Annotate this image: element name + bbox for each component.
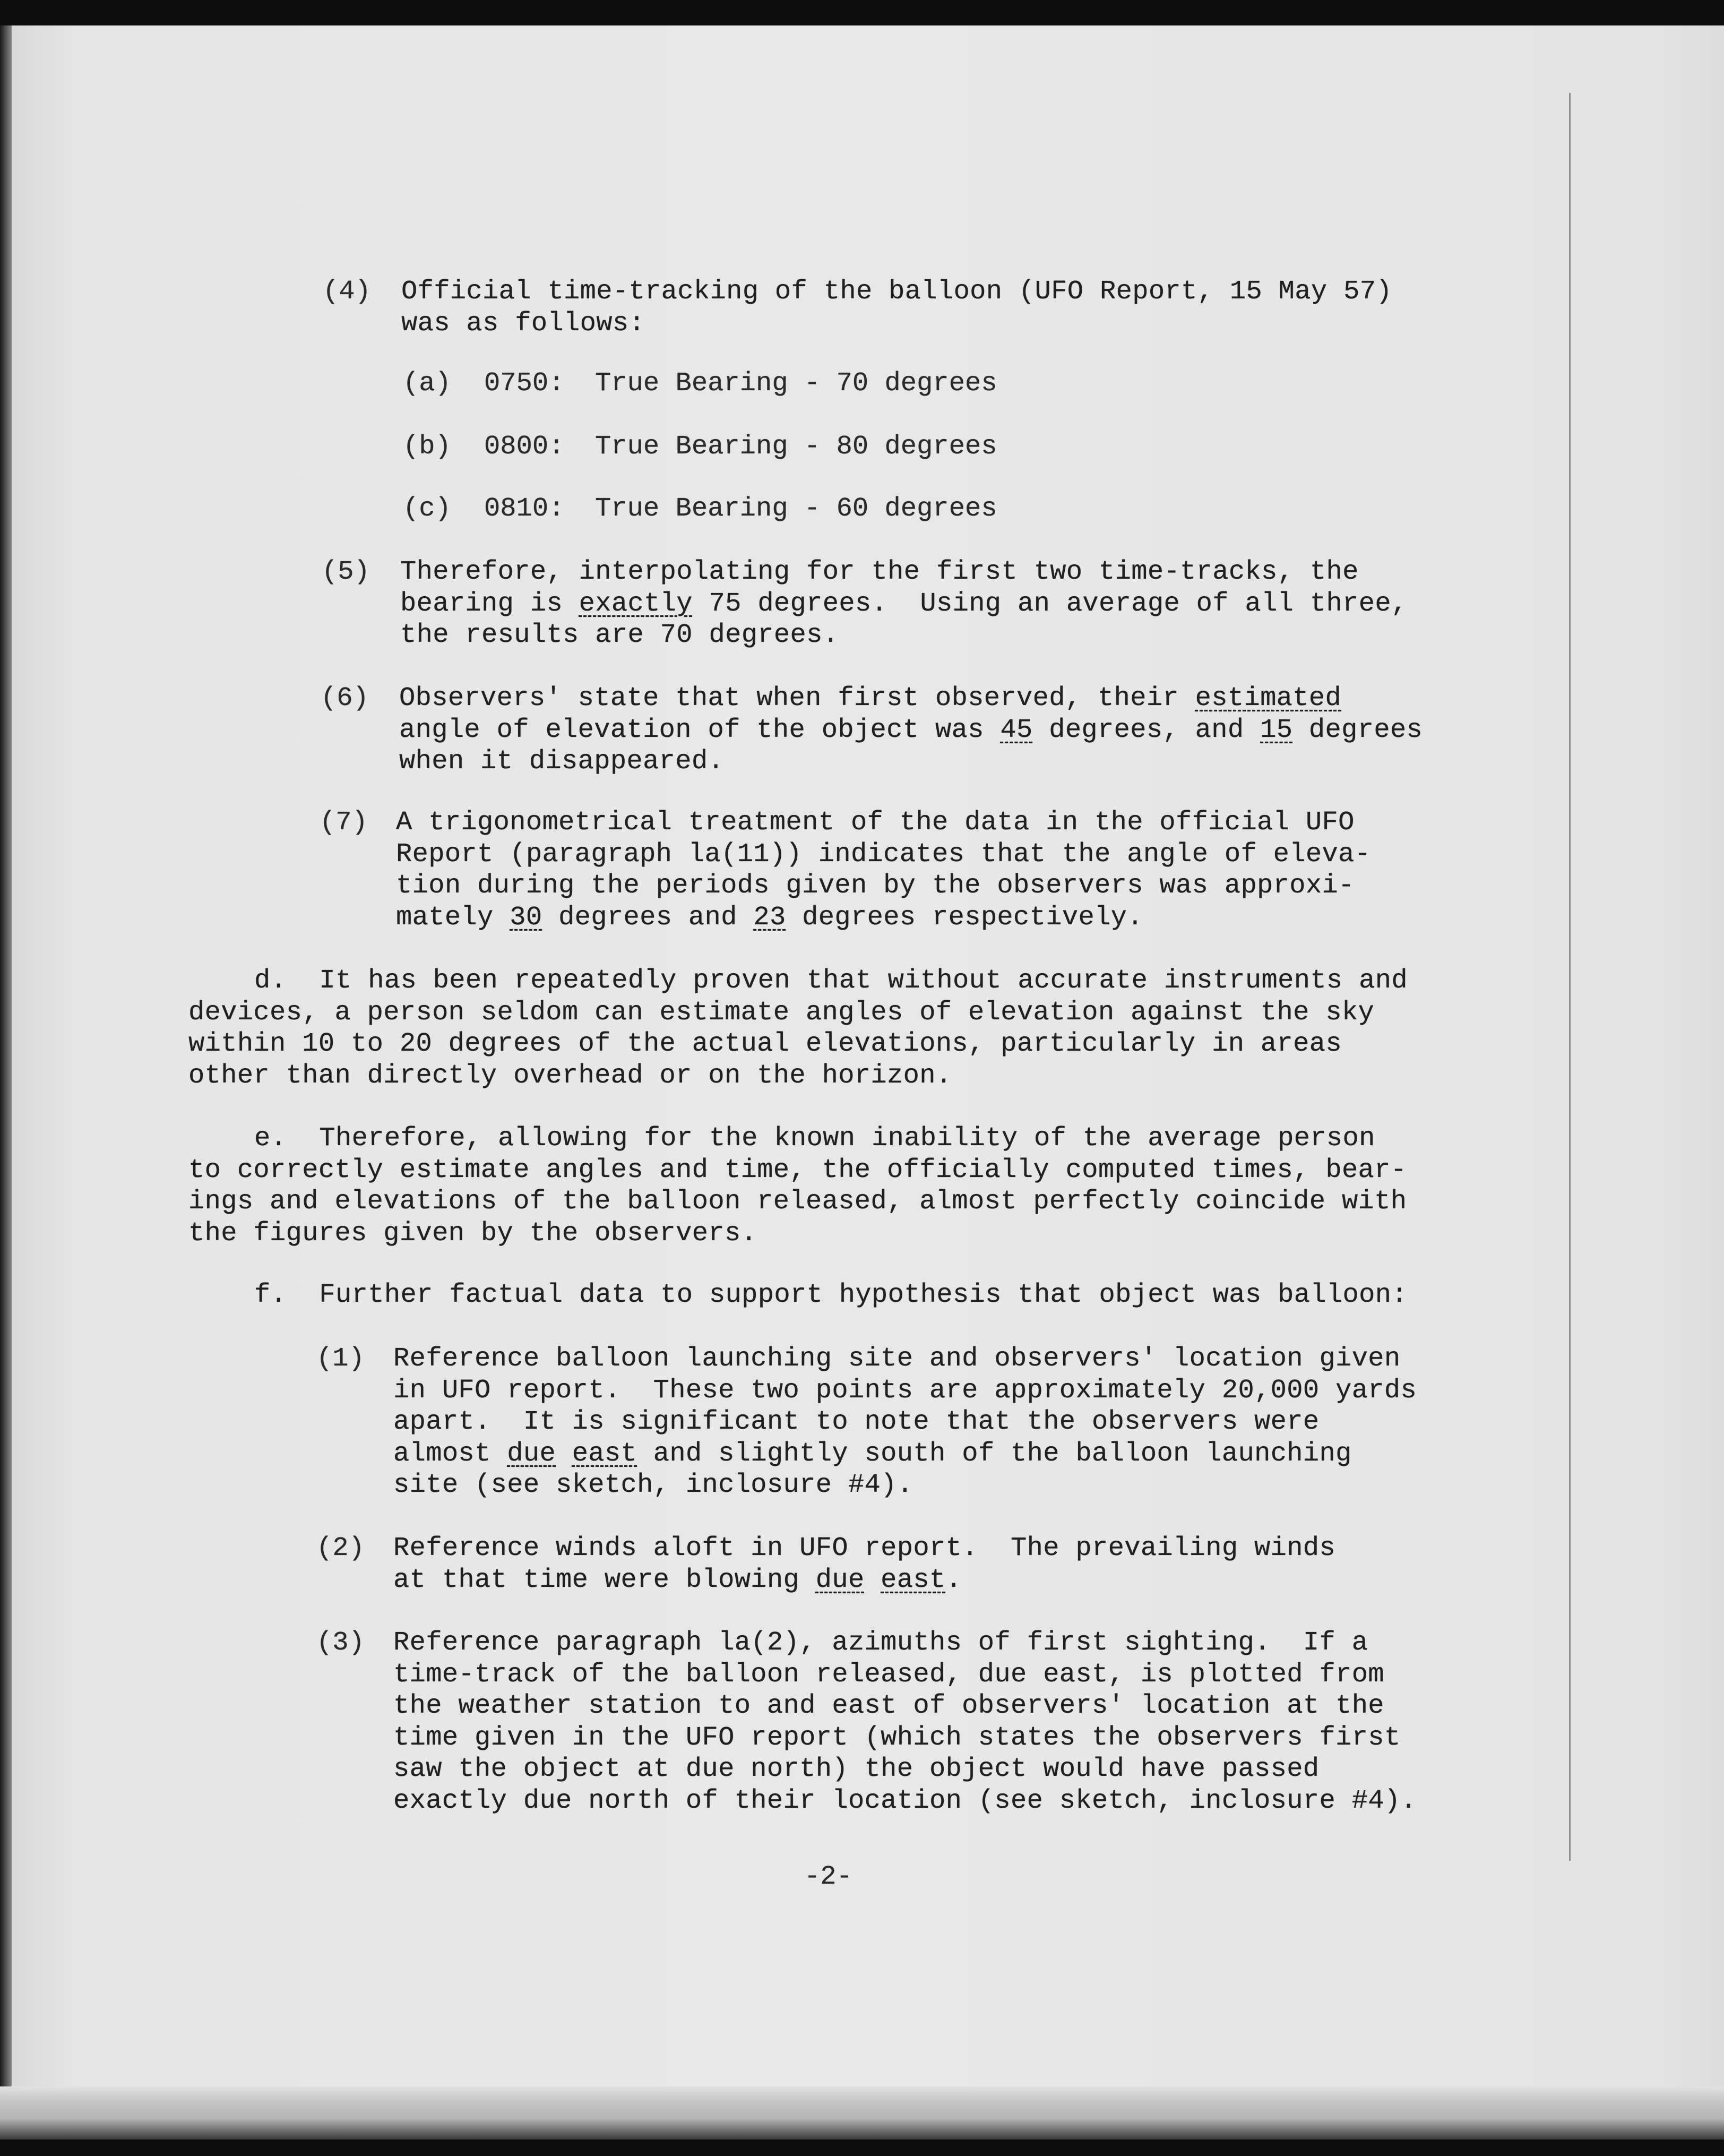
text-segment: the figures given by the observers. xyxy=(188,1218,757,1249)
text-segment: time given in the UFO report (which states the observers first xyxy=(393,1722,1401,1753)
paragraph-e xyxy=(188,1123,1407,1249)
track-c-bearing: True Bearing - 60 degrees xyxy=(595,494,997,524)
text-line xyxy=(396,839,1370,871)
text-line xyxy=(393,1690,1417,1722)
margin-rule xyxy=(1569,93,1571,1861)
text-line xyxy=(401,276,1392,308)
f-item-2-text xyxy=(393,1533,1335,1596)
text-segment: Reference balloon launching site and observers' location given xyxy=(393,1344,1401,1374)
underlined-text: due xyxy=(507,1438,556,1469)
text-segment: angle of elevation of the object was xyxy=(399,715,1001,745)
text-segment: 75 degrees. Using an average of all three, xyxy=(692,588,1408,619)
text-line xyxy=(393,1722,1417,1754)
track-b-bearing: True Bearing - 80 degrees xyxy=(595,432,997,462)
item-7-text xyxy=(396,807,1370,933)
text-segment: almost xyxy=(393,1438,507,1469)
text-segment: tion during the periods given by the observers was approxi- xyxy=(396,871,1355,901)
f-item-3-label: (3) xyxy=(316,1628,365,1658)
f-item-1-label: (1) xyxy=(316,1344,365,1374)
text-segment: degrees, and xyxy=(1032,715,1261,745)
text-line xyxy=(393,1406,1417,1438)
text-segment: degrees xyxy=(1292,715,1423,745)
text-line xyxy=(399,715,1423,746)
text-segment: site (see sketch, inclosure #4). xyxy=(393,1470,913,1500)
text-line xyxy=(393,1533,1335,1565)
track-b-time: 0800: xyxy=(484,432,565,462)
f-item-3-text xyxy=(393,1627,1417,1817)
text-segment: d. It has been repeatedly proven that without accurate instruments and xyxy=(254,966,1408,996)
text-segment: saw the object at due north) the object would have passed xyxy=(393,1754,1320,1784)
text-line xyxy=(393,1627,1417,1659)
underlined-text: due xyxy=(815,1565,865,1595)
text-line xyxy=(400,620,1408,651)
item-6-text xyxy=(399,683,1423,778)
text-segment: the weather station to and east of observers' location at the xyxy=(393,1691,1384,1721)
text-segment: Report (paragraph la(11)) indicates that the angle of eleva- xyxy=(396,839,1371,870)
text-segment: was as follows: xyxy=(401,308,645,339)
text-line xyxy=(393,1343,1417,1375)
text-segment: time-track of the balloon released, due east, is plotted from xyxy=(393,1659,1384,1690)
text-segment: ings and elevations of the balloon released, almost perfectly coincide with xyxy=(188,1187,1407,1217)
text-line xyxy=(188,1186,1407,1218)
text-segment: the results are 70 degrees. xyxy=(400,620,839,650)
underlined-text: east xyxy=(572,1438,637,1469)
item-4-label: (4) xyxy=(323,277,371,307)
text-line xyxy=(400,588,1408,620)
text-segment: e. Therefore, allowing for the known inability of the average person xyxy=(254,1123,1375,1154)
text-line xyxy=(401,308,1392,340)
text-line xyxy=(399,683,1423,715)
item-4-text xyxy=(401,276,1392,339)
text-segment: Therefore, interpolating for the first two time-tracks, the xyxy=(400,557,1359,587)
text-segment: to correctly estimate angles and time, the officially computed times, bear- xyxy=(188,1155,1407,1186)
underlined-text: exactly xyxy=(579,588,693,619)
text-segment: Observers' state that when first observed, their xyxy=(399,683,1195,714)
text-segment: . xyxy=(945,1565,962,1595)
item-5-label: (5) xyxy=(322,557,370,587)
item-5-text xyxy=(400,556,1408,651)
text-line xyxy=(188,1218,1407,1250)
text-line xyxy=(188,1060,1408,1092)
text-line xyxy=(188,965,1408,997)
f-item-2-label: (2) xyxy=(316,1533,365,1564)
text-segment xyxy=(865,1565,881,1595)
text-line xyxy=(399,746,1423,778)
text-segment: other than directly overhead or on the horizon. xyxy=(188,1060,952,1091)
text-line xyxy=(188,1123,1407,1155)
underlined-text: 15 xyxy=(1260,715,1293,745)
text-line xyxy=(393,1375,1417,1407)
text-line xyxy=(188,997,1408,1029)
text-line xyxy=(393,1470,1417,1501)
text-line xyxy=(393,1785,1417,1817)
item-7-label: (7) xyxy=(320,808,368,838)
text-segment: and slightly south of the balloon launching xyxy=(637,1438,1352,1469)
track-c-time: 0810: xyxy=(484,494,565,524)
paragraph-f xyxy=(254,1279,1408,1311)
text-line xyxy=(188,1155,1407,1187)
text-segment: in UFO report. These two points are approximately 20,000 yards xyxy=(393,1375,1417,1406)
text-segment: exactly due north of their location (see sketch, inclosure #4). xyxy=(393,1785,1417,1816)
text-line xyxy=(393,1438,1417,1470)
text-line xyxy=(396,807,1370,839)
text-segment: A trigonometrical treatment of the data in the official UFO xyxy=(396,808,1355,838)
text-segment: Reference paragraph la(2), azimuths of first sighting. If a xyxy=(393,1628,1368,1658)
text-line xyxy=(393,1754,1417,1785)
text-segment xyxy=(556,1439,572,1469)
text-segment: mately xyxy=(396,902,510,933)
scan-edge-left xyxy=(0,25,12,2096)
text-segment: devices, a person seldom can estimate angles of elevation against the sky xyxy=(188,997,1375,1028)
track-b-label: (b) xyxy=(403,432,451,462)
text-line xyxy=(188,1028,1408,1060)
text-segment: at that time were blowing xyxy=(393,1565,816,1595)
underlined-text: 45 xyxy=(1000,715,1033,745)
track-c-label: (c) xyxy=(403,494,451,524)
text-segment: f. Further factual data to support hypothesis that object was balloon: xyxy=(254,1280,1408,1310)
underlined-text: estimated xyxy=(1195,683,1342,714)
f-item-1-text xyxy=(393,1343,1417,1501)
text-segment: degrees and xyxy=(542,902,754,933)
text-segment: degrees respectively. xyxy=(786,902,1143,933)
text-segment: apart. It is significant to note that the observers were xyxy=(393,1407,1320,1437)
track-a-bearing: True Bearing - 70 degrees xyxy=(595,368,997,399)
text-line xyxy=(400,556,1408,588)
text-line xyxy=(254,1279,1408,1311)
track-a-label: (a) xyxy=(403,368,451,399)
track-a-time: 0750: xyxy=(484,368,565,399)
paragraph-d xyxy=(188,965,1408,1092)
text-line xyxy=(396,902,1370,934)
item-6-label: (6) xyxy=(321,683,369,714)
text-segment: when it disappeared. xyxy=(399,746,725,777)
text-line xyxy=(396,870,1370,902)
text-segment: Reference winds aloft in UFO report. The prevailing winds xyxy=(393,1533,1336,1564)
text-segment: Official time-tracking of the balloon (UFO Report, 15 May 57) xyxy=(401,277,1392,307)
underlined-text: east xyxy=(881,1565,946,1595)
page-number: -2- xyxy=(804,1862,852,1892)
text-line xyxy=(393,1659,1417,1691)
text-segment: within 10 to 20 degrees of the actual elevations, particularly in areas xyxy=(188,1029,1342,1059)
scan-edge-bottom xyxy=(0,2086,1724,2140)
text-line xyxy=(393,1565,1335,1596)
underlined-text: 23 xyxy=(753,902,786,933)
text-segment: bearing is xyxy=(400,588,579,619)
underlined-text: 30 xyxy=(510,902,542,933)
